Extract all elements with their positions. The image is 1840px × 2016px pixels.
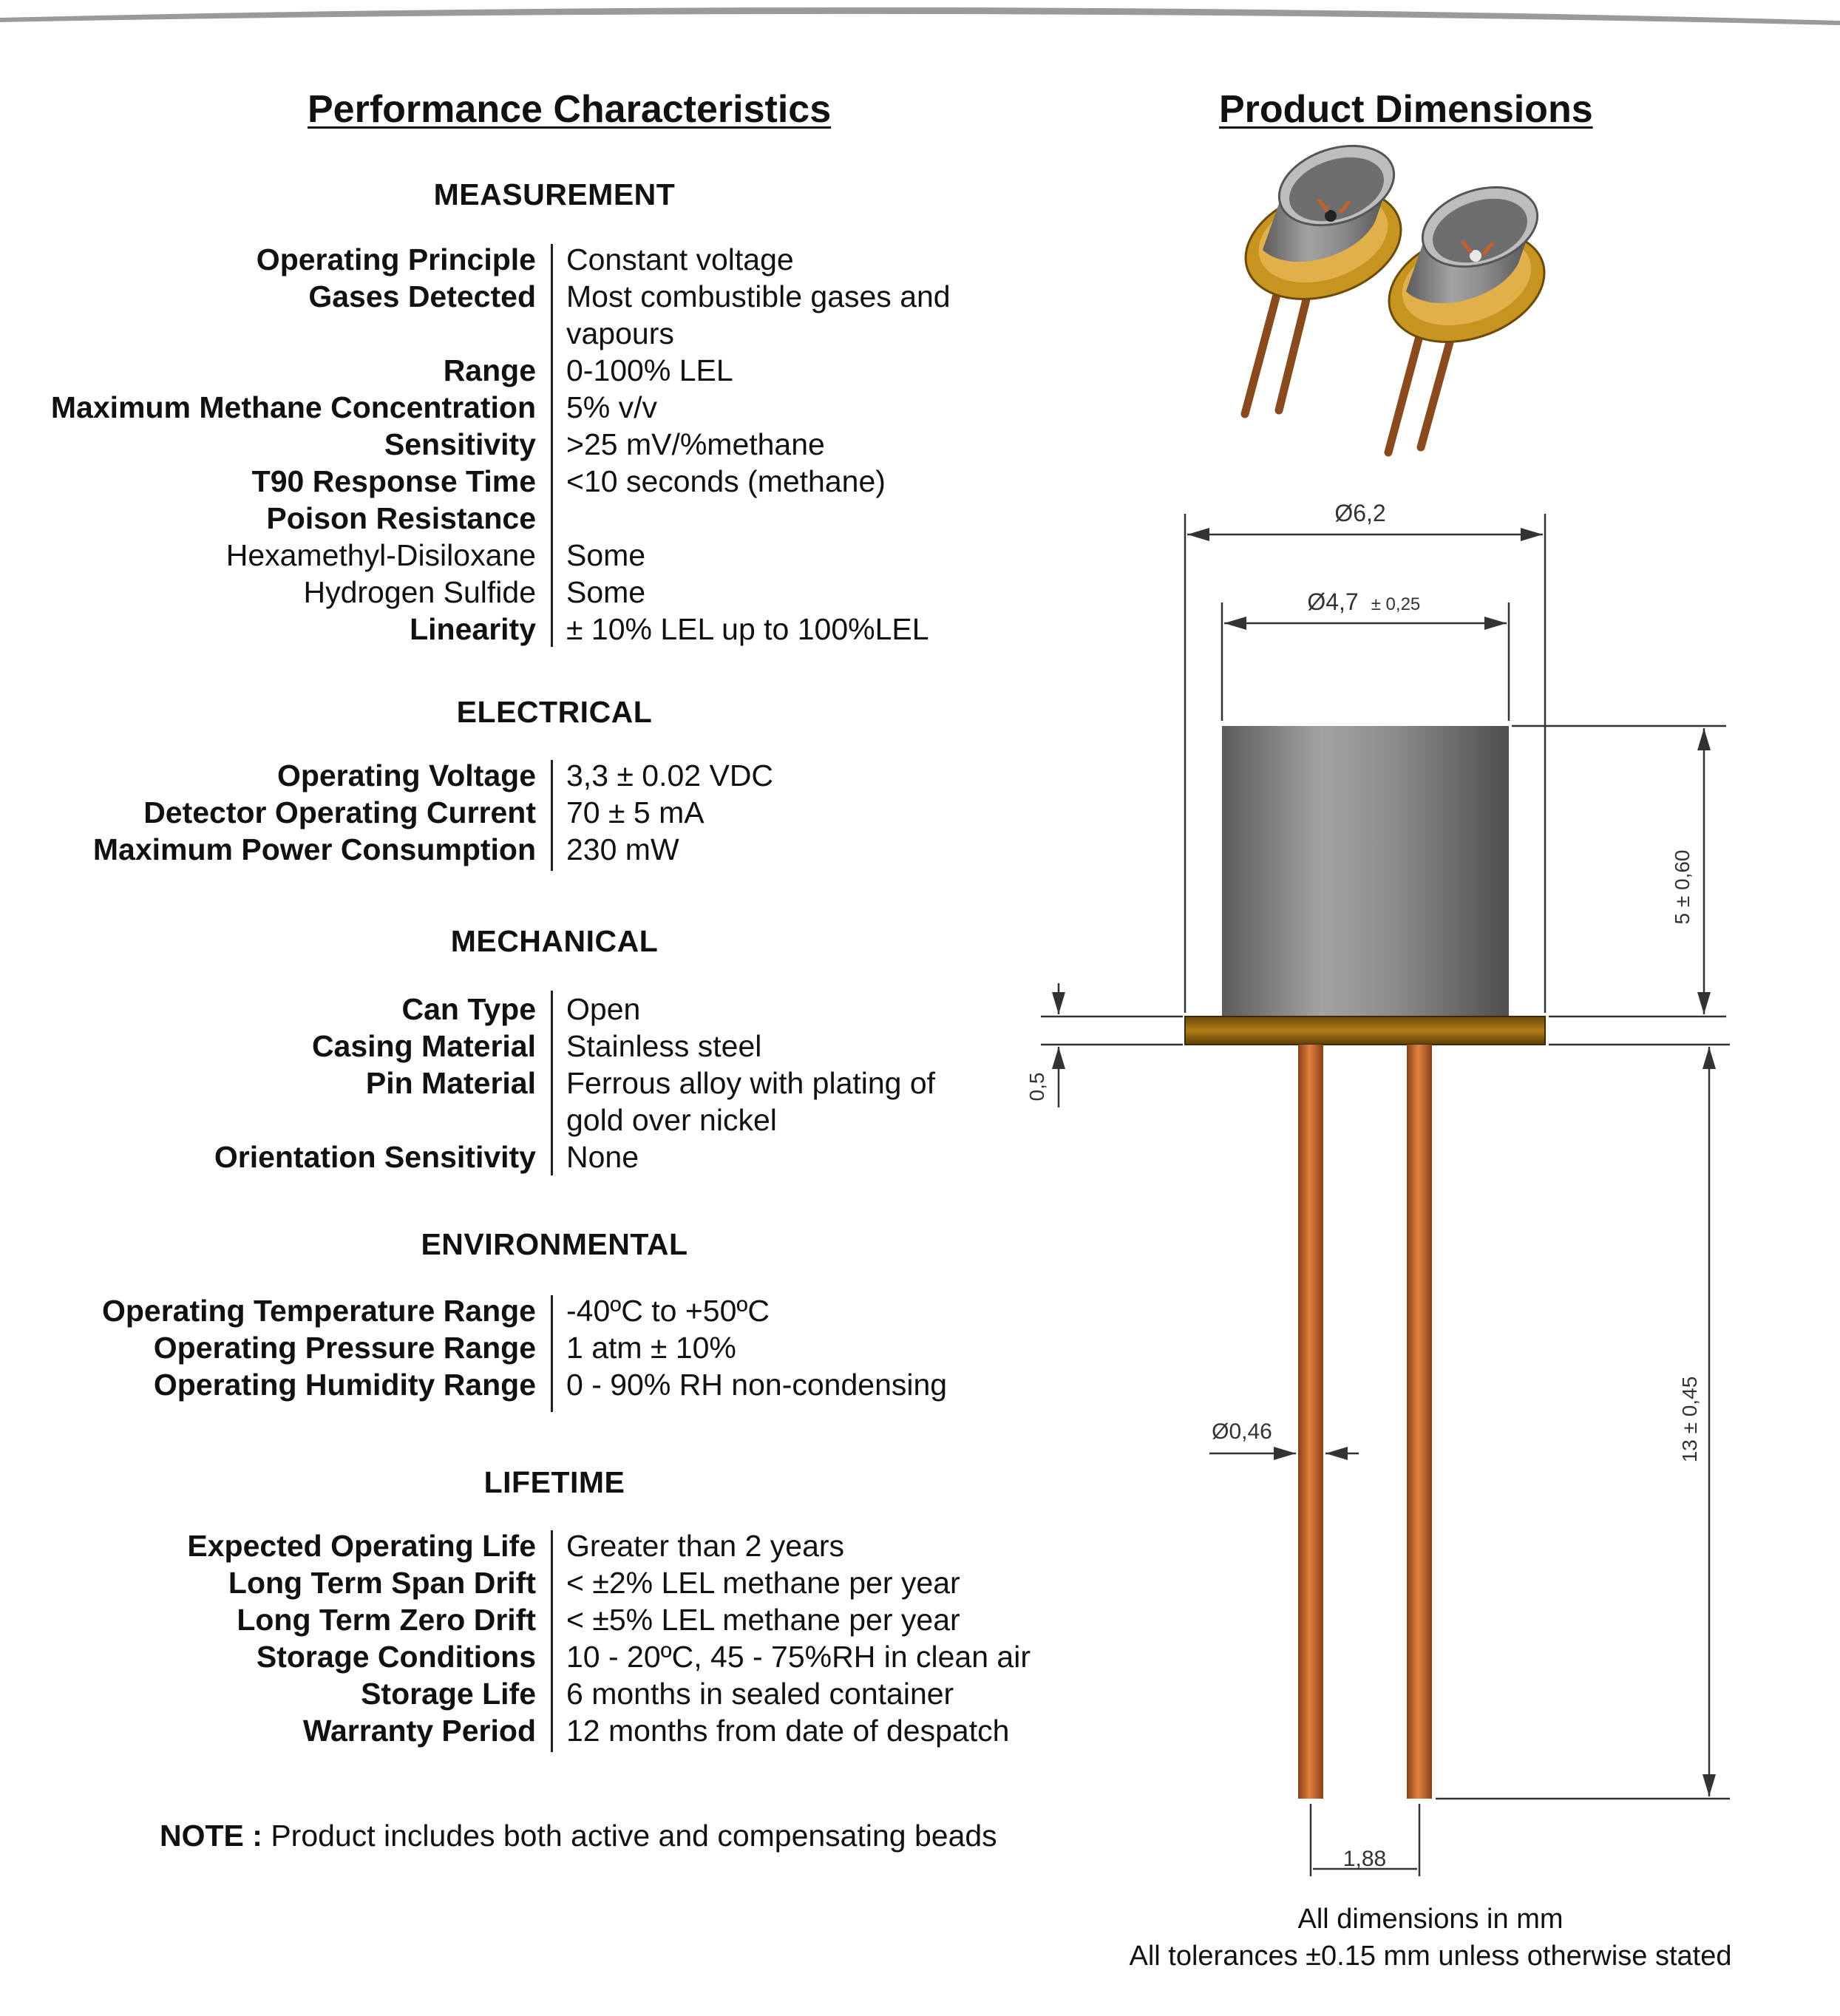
spec-value: 5% v/v (566, 390, 658, 424)
sensor-side-view (1185, 726, 1545, 1799)
spec-value: Constant voltage (566, 242, 794, 276)
spec-label: Operating Humidity Range (153, 1368, 536, 1402)
section-title-measurement: MEASUREMENT (433, 177, 676, 211)
spec-label: Sensitivity (384, 427, 536, 461)
spec-label: Maximum Power Consumption (92, 832, 536, 866)
spec-label: Linearity (410, 612, 536, 646)
spec-label: Hexamethyl-Disiloxane (225, 538, 536, 572)
spec-value: 230 mW (566, 832, 679, 866)
spec-label: Maximum Methane Concentration (50, 390, 536, 424)
spec-label: Range (443, 353, 536, 387)
spec-label: Long Term Span Drift (228, 1566, 536, 1600)
spec-value: >25 mV/%methane (566, 427, 825, 461)
spec-value: < ±5% LEL methane per year (566, 1603, 960, 1637)
spec-value: None (566, 1140, 639, 1174)
footer-tolerances: All tolerances ±0.15 mm unless otherwise stated (1129, 1941, 1732, 1972)
spec-value: 10 - 20ºC, 45 - 75%RH in clean air (566, 1640, 1031, 1674)
spec-value: Most combustible gases and (566, 279, 951, 313)
dim-flange-thickness: 0,5 (1025, 1072, 1048, 1102)
spec-value: ± 10% LEL up to 100%LEL (566, 612, 929, 646)
section-title-mechanical: MECHANICAL (450, 924, 659, 958)
spec-value: 6 months in sealed container (566, 1677, 954, 1711)
dim-outer-diameter: Ø6,2 (1334, 500, 1386, 526)
spec-value: 0 - 90% RH non-condensing (566, 1368, 948, 1402)
spec-label: Expected Operating Life (187, 1529, 536, 1563)
dim-inner-diameter: Ø4,7 (1307, 588, 1359, 615)
dim-pin-diameter: Ø0,46 (1212, 1419, 1272, 1444)
spec-value: 70 ± 5 mA (566, 795, 705, 829)
spec-label: Operating Temperature Range (101, 1294, 536, 1328)
dim-inner-diameter-tolerance: ± 0,25 (1371, 594, 1421, 614)
section-title-lifetime: LIFETIME (483, 1465, 625, 1499)
spec-value: Some (566, 538, 646, 572)
spec-label: Hydrogen Sulfide (303, 575, 536, 609)
spec-label: Poison Resistance (266, 501, 536, 535)
note-body: Product includes both active and compensating beads (262, 1819, 997, 1853)
spec-value: 12 months from date of despatch (566, 1714, 1010, 1748)
spec-value: 3,3 ± 0.02 VDC (566, 758, 774, 793)
sensor-render-left (1232, 132, 1416, 414)
spec-label: Detector Operating Current (143, 795, 536, 829)
spec-value: Stainless steel (566, 1029, 762, 1063)
spec-value: 1 atm ± 10% (566, 1331, 736, 1365)
dim-pin-spacing: 1,88 (1342, 1847, 1387, 1871)
spec-label: Can Type (401, 992, 536, 1026)
spec-label: Long Term Zero Drift (237, 1603, 536, 1637)
spec-value: Open (566, 992, 641, 1026)
spec-label: Operating Pressure Range (153, 1331, 536, 1365)
spec-label: Storage Life (361, 1677, 536, 1711)
spec-value: 0-100% LEL (566, 353, 733, 387)
performance-heading: Performance Characteristics (308, 88, 832, 131)
dim-can-height: 5 ± 0,60 (1671, 849, 1694, 925)
spec-value: gold over nickel (566, 1103, 777, 1137)
spec-value: <10 seconds (methane) (566, 464, 886, 498)
spec-value: vapours (566, 316, 674, 350)
note-prefix: NOTE : (160, 1819, 262, 1853)
footer-units: All dimensions in mm (1297, 1904, 1564, 1935)
spec-value: < ±2% LEL methane per year (566, 1566, 960, 1600)
spec-label: T90 Response Time (251, 464, 536, 498)
dim-pin-length: 13 ± 0,45 (1678, 1376, 1701, 1463)
spec-label: Storage Conditions (256, 1640, 536, 1674)
spec-value: -40ºC to +50ºC (566, 1294, 770, 1328)
spec-label: Orientation Sensitivity (214, 1140, 536, 1174)
spec-value: Ferrous alloy with plating of (566, 1066, 936, 1100)
sensor-render-right (1375, 174, 1559, 452)
spec-label: Warranty Period (302, 1714, 536, 1748)
section-title-electrical: ELECTRICAL (456, 695, 653, 729)
spec-value: Greater than 2 years (566, 1529, 845, 1563)
spec-label: Casing Material (311, 1029, 536, 1063)
dimension-lines (1041, 514, 1730, 1876)
spec-label: Operating Principle (256, 242, 536, 276)
spec-value: Some (566, 575, 646, 609)
spec-label: Pin Material (365, 1066, 536, 1100)
spec-label: Gases Detected (308, 279, 536, 313)
spec-label: Operating Voltage (276, 758, 536, 793)
dimensions-heading: Product Dimensions (1219, 88, 1593, 131)
section-title-environmental: ENVIRONMENTAL (421, 1227, 688, 1261)
